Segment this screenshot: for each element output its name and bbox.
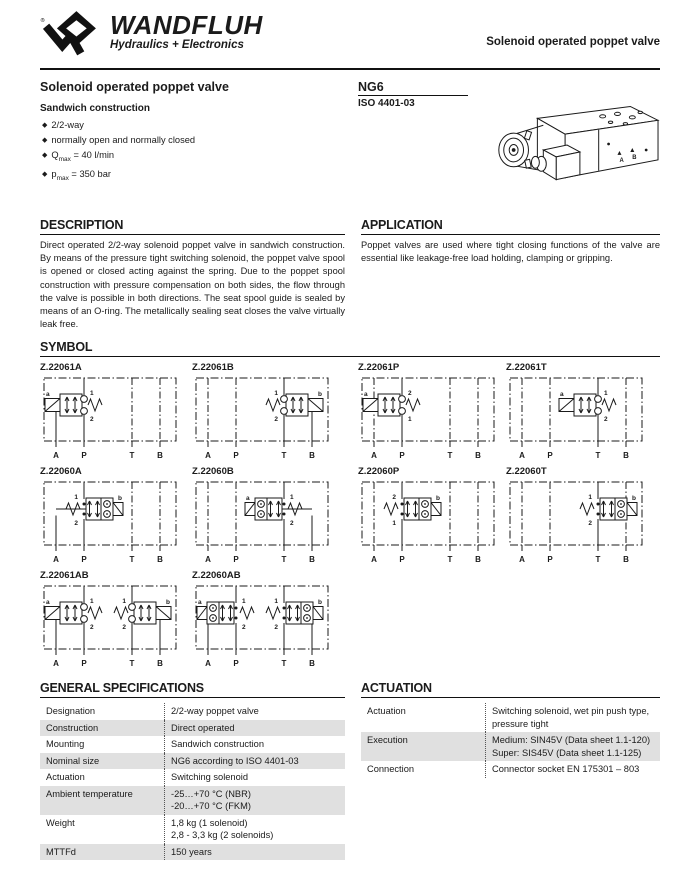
- spec-label: Weight: [46, 817, 75, 828]
- svg-text:a: a: [46, 391, 50, 399]
- feature-item: ◆ normally open and normally closed: [42, 135, 196, 145]
- application-heading: APPLICATION: [361, 218, 660, 235]
- symbol-cell: [358, 362, 498, 463]
- symbol-id: Z.22060P: [358, 466, 400, 478]
- spec-row: [40, 720, 345, 737]
- symbol-drawing: [192, 375, 332, 463]
- svg-text:b: b: [166, 599, 170, 607]
- svg-text:2: 2: [274, 416, 278, 424]
- symbol-id: Z.22061P: [358, 362, 400, 374]
- svg-text:2: 2: [290, 520, 294, 528]
- svg-text:B: B: [309, 659, 315, 669]
- svg-text:P: P: [399, 451, 405, 461]
- spec-value: Medium: SIN45V (Data sheet 1.1-120) Super: SIS45V (Data sheet 1.1-125): [486, 732, 661, 761]
- spec-value: Sandwich construction: [165, 736, 346, 753]
- svg-text:T: T: [129, 659, 135, 669]
- symbol-drawing: [358, 375, 498, 463]
- svg-text:A: A: [53, 659, 59, 669]
- spec-label: Actuation: [367, 706, 406, 717]
- wandfluh-logo-mark: [40, 10, 102, 62]
- document-title: Solenoid operated poppet valve: [486, 36, 660, 48]
- symbol-section: [40, 340, 660, 671]
- registered-mark: ®: [40, 17, 45, 24]
- svg-text:P: P: [81, 451, 87, 461]
- spec-row: [40, 769, 345, 786]
- svg-text:b: b: [118, 495, 122, 503]
- svg-text:B: B: [623, 451, 629, 461]
- svg-text:B: B: [475, 555, 481, 565]
- spec-label: Actuation: [46, 772, 85, 783]
- intro-section: [40, 80, 660, 210]
- symbol-drawing: [506, 479, 646, 567]
- actuation-table: [361, 703, 660, 778]
- actuation-heading: ACTUATION: [361, 681, 660, 698]
- symbol-id: Z.22060A: [40, 466, 82, 478]
- size-block: [358, 80, 468, 109]
- symbol-drawing: [192, 479, 332, 567]
- svg-text:b: b: [318, 599, 322, 607]
- svg-text:A: A: [371, 451, 377, 461]
- svg-text:P: P: [233, 659, 239, 669]
- symbol-drawing: [40, 583, 180, 671]
- svg-text:2: 2: [392, 494, 396, 502]
- spec-value: Direct operated: [165, 720, 346, 737]
- spec-value: 150 years: [165, 844, 346, 861]
- bullet-icon: ◆: [42, 152, 48, 159]
- symbol-id: Z.22061B: [192, 362, 234, 374]
- spec-value: 2/2-way poppet valve: [165, 703, 346, 720]
- brand-block: [110, 12, 263, 51]
- svg-text:P: P: [81, 659, 87, 669]
- product-isometric-drawing: [482, 98, 660, 198]
- svg-text:P: P: [81, 555, 87, 565]
- svg-text:B: B: [309, 555, 315, 565]
- spec-row: [40, 736, 345, 753]
- svg-text:a: a: [246, 495, 250, 503]
- description-heading: DESCRIPTION: [40, 218, 345, 235]
- spec-label: Execution: [367, 735, 408, 746]
- spec-label: MTTFd: [46, 846, 76, 857]
- svg-text:2: 2: [274, 624, 278, 632]
- general-specifications-heading: GENERAL SPECIFICATIONS: [40, 681, 345, 698]
- spec-value: -25…+70 °C (NBR) -20…+70 °C (FKM): [165, 786, 346, 815]
- symbol-id: Z.22060AB: [192, 570, 241, 582]
- svg-text:1: 1: [122, 598, 126, 606]
- description-application-row: [40, 218, 660, 331]
- description-section: [40, 218, 345, 331]
- svg-text:2: 2: [242, 624, 246, 632]
- svg-text:1: 1: [290, 494, 294, 502]
- svg-text:A: A: [205, 451, 211, 461]
- svg-text:A: A: [53, 555, 59, 565]
- feature-item: ◆ 2/2-way: [42, 120, 84, 130]
- svg-text:B: B: [157, 659, 163, 669]
- svg-text:b: b: [318, 391, 322, 399]
- brand-name: WANDFLUH: [110, 10, 263, 40]
- actuation-section: [361, 681, 660, 860]
- spec-value: Connector socket EN 175301 – 803: [486, 761, 661, 778]
- spec-label: Nominal size: [46, 755, 100, 766]
- svg-text:A: A: [53, 451, 59, 461]
- svg-text:B: B: [309, 451, 315, 461]
- construction-subtitle: Sandwich construction: [40, 103, 151, 114]
- svg-text:A: A: [519, 555, 525, 565]
- svg-text:T: T: [595, 451, 601, 461]
- svg-text:1: 1: [274, 390, 278, 398]
- symbol-id: Z.22060B: [192, 466, 234, 478]
- application-text: Poppet valves are used where tight closing functions of the valve are essential like leakage-free load holding, clamping or gripping.: [361, 240, 660, 264]
- symbol-id: Z.22061A: [40, 362, 82, 374]
- spec-row: [40, 703, 345, 720]
- spec-row: [361, 703, 660, 732]
- spec-row: [361, 761, 660, 778]
- svg-text:T: T: [281, 555, 287, 565]
- svg-text:a: a: [560, 391, 564, 399]
- symbol-drawing: [506, 375, 646, 463]
- symbol-id: Z.22061AB: [40, 570, 89, 582]
- spec-row: [361, 732, 660, 761]
- application-section: [361, 218, 660, 331]
- svg-text:b: b: [632, 495, 636, 503]
- svg-text:P: P: [233, 555, 239, 565]
- svg-text:B: B: [623, 555, 629, 565]
- svg-text:P: P: [399, 555, 405, 565]
- spec-label: Connection: [367, 764, 415, 775]
- spec-label: Ambient temperature: [46, 788, 133, 799]
- tables-row: [40, 681, 660, 860]
- spec-row: [40, 786, 345, 815]
- intro-left: [40, 80, 358, 210]
- spec-row: [40, 844, 345, 861]
- symbol-cell: [192, 362, 332, 463]
- svg-text:T: T: [129, 451, 135, 461]
- general-specifications-table: [40, 703, 345, 860]
- spec-label: Mounting: [46, 739, 85, 750]
- spec-label: Designation: [46, 706, 96, 717]
- symbol-drawing: [358, 479, 498, 567]
- svg-text:T: T: [595, 555, 601, 565]
- symbol-cell: [40, 570, 180, 671]
- iso-standard: ISO 4401-03: [358, 98, 415, 109]
- symbol-row: [40, 362, 660, 463]
- general-specifications-section: [40, 681, 345, 860]
- svg-text:2: 2: [90, 624, 94, 632]
- svg-text:1: 1: [588, 494, 592, 502]
- svg-text:2: 2: [588, 520, 592, 528]
- svg-text:2: 2: [90, 416, 94, 424]
- spec-row: [40, 753, 345, 770]
- svg-text:b: b: [436, 495, 440, 503]
- bullet-icon: ◆: [42, 170, 48, 178]
- svg-text:2: 2: [74, 520, 78, 528]
- bullet-icon: ◆: [42, 122, 48, 129]
- symbol-cell: [506, 466, 646, 567]
- svg-text:2: 2: [408, 390, 412, 398]
- spec-value: NG6 according to ISO 4401-03: [165, 753, 346, 770]
- symbol-cell: [40, 466, 180, 567]
- symbol-grid: [40, 362, 660, 671]
- svg-text:1: 1: [90, 390, 94, 398]
- svg-text:1: 1: [90, 598, 94, 606]
- svg-text:1: 1: [242, 598, 246, 606]
- spec-label: Construction: [46, 722, 99, 733]
- symbol-drawing: [192, 583, 332, 671]
- svg-text:B: B: [157, 451, 163, 461]
- svg-text:A: A: [205, 659, 211, 669]
- symbol-cell: [358, 466, 498, 567]
- svg-text:A: A: [371, 555, 377, 565]
- svg-text:P: P: [547, 451, 553, 461]
- svg-text:1: 1: [408, 416, 412, 424]
- symbol-cell: [192, 466, 332, 567]
- feature-list: [40, 118, 358, 186]
- svg-text:a: a: [364, 391, 368, 399]
- symbol-cell: [192, 570, 332, 671]
- spec-row: [40, 815, 345, 844]
- symbol-id: Z.22060T: [506, 466, 547, 478]
- nominal-size: NG6: [358, 80, 468, 96]
- description-text: Direct operated 2/2-way solenoid poppet valve in sandwich construction. By means of the pressure tight switching solenoid, the poppet valve spool is opened or closed acting against the spring. Due to the poppet spool construction with pressure compensation on both sides, the flow through the valve is possible in both directions. The seat spool guide is sealed by means of an O-ring. The metallically sealing seat closes the valve virtually leak free.: [40, 240, 345, 330]
- header: [40, 10, 660, 62]
- svg-text:a: a: [46, 599, 50, 607]
- symbol-id: Z.22061T: [506, 362, 547, 374]
- svg-text:A: A: [619, 157, 624, 164]
- symbol-cell: [40, 362, 180, 463]
- brand-tagline: Hydraulics + Electronics: [110, 39, 244, 51]
- symbol-heading: SYMBOL: [40, 340, 660, 357]
- svg-text:T: T: [281, 451, 287, 461]
- symbol-drawing: [40, 375, 180, 463]
- feature-item: ◆ $Q_{max} = 40$ l/min: [42, 150, 115, 163]
- symbol-row: [40, 466, 660, 567]
- spec-value: 1,8 kg (1 solenoid) 2,8 - 3,3 kg (2 solenoids): [165, 815, 346, 844]
- symbol-row: [40, 570, 660, 671]
- svg-text:A: A: [205, 555, 211, 565]
- intro-right: [358, 80, 660, 210]
- spec-value: Switching solenoid, wet pin push type, pressure tight: [486, 703, 661, 732]
- symbol-cell: [506, 362, 646, 463]
- svg-text:T: T: [129, 555, 135, 565]
- svg-text:1: 1: [74, 494, 78, 502]
- wandfluh-logo: [40, 10, 263, 62]
- svg-text:2: 2: [122, 624, 126, 632]
- header-rule: [40, 68, 660, 70]
- svg-text:2: 2: [604, 416, 608, 424]
- svg-text:B: B: [632, 154, 637, 161]
- feature-item: ◆ $p_{max} = 350$ bar: [42, 168, 111, 182]
- svg-text:1: 1: [604, 390, 608, 398]
- svg-text:P: P: [233, 451, 239, 461]
- svg-text:T: T: [447, 451, 453, 461]
- spec-value: Switching solenoid: [165, 769, 346, 786]
- svg-text:P: P: [547, 555, 553, 565]
- svg-text:B: B: [475, 451, 481, 461]
- svg-text:T: T: [281, 659, 287, 669]
- svg-text:1: 1: [392, 520, 396, 528]
- symbol-drawing: [40, 479, 180, 567]
- page-title: Solenoid operated poppet valve: [40, 80, 229, 94]
- svg-text:T: T: [447, 555, 453, 565]
- svg-text:B: B: [157, 555, 163, 565]
- bullet-icon: ◆: [42, 137, 48, 144]
- svg-text:1: 1: [274, 598, 278, 606]
- svg-text:A: A: [519, 451, 525, 461]
- svg-text:a: a: [198, 599, 202, 607]
